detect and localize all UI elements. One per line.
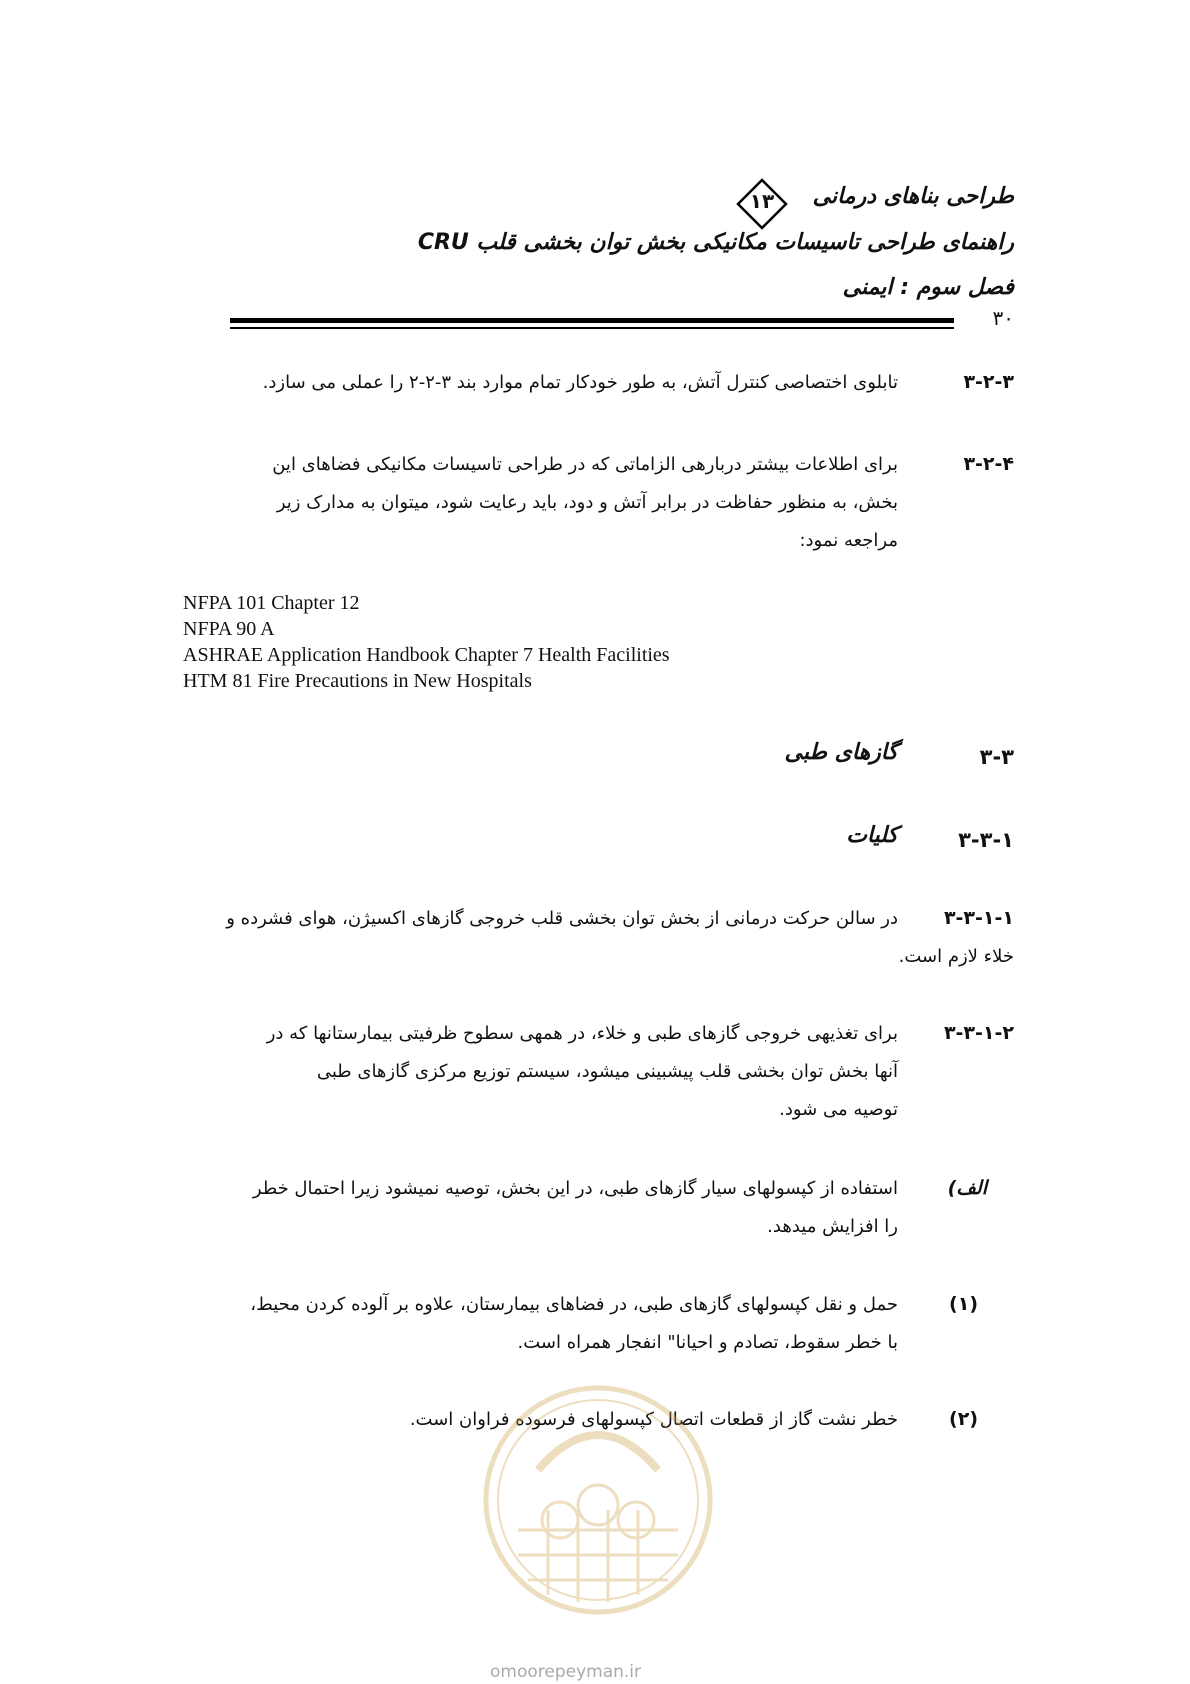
paragraph-line: آنها بخش توان بخشی قلب پیشبینی میشود، سیستم توزیع مرکزی گازهای طبی [316,1061,898,1082]
item-label-1: (۱) [949,1293,978,1315]
paragraph-line: با خطر سقوط، تصادم و احیانا" انفجار همراه است. [517,1332,898,1353]
series-title: طراحی بناهای درمانی [812,184,1014,209]
paragraph-item-1 [180,1286,898,1362]
section-heading-3-3: گازهای طبی [784,740,898,765]
section-number-3-3-1-2: ۳-۳-۱-۲ [943,1022,1014,1044]
paragraph-3-2-3 [198,364,898,402]
paragraph-3-3-1-2 [180,1015,898,1129]
reference-item: ASHRAE Application Handbook Chapter 7 Health Facilities [183,644,670,666]
paragraph-line: حمل و نقل کپسولهای گازهای طبی، در فضاهای بیمارستان، علاوه بر آلوده کردن محیط، [250,1294,898,1315]
paragraph-line: در سالن حرکت درمانی از بخش توان بخشی قلب خروجی گازهای اکسیژن، هوای فشرده و [226,908,898,929]
section-heading-3-3-1: کلیات [846,823,898,848]
paragraph-line: خطر نشت گاز از قطعات اتصال کپسولهای فرسوده فراوان است. [409,1409,898,1430]
paragraph-line: خلاء لازم است. [898,946,1014,967]
section-number-3-2-4: ۳-۲-۴ [963,453,1014,475]
header-rule-thin [230,327,954,329]
page-number: ۳۰ [992,306,1014,330]
paragraph-line: برای تغذیهی خروجی گازهای طبی و خلاء، در همهی سطوح ظرفیتی بیمارستانها که در [266,1023,898,1044]
reference-item: NFPA 90 A [183,618,275,640]
header-rule-thick [230,318,954,323]
section-number-3-3: ۳-۳ [979,745,1014,769]
paragraph-line: بخش، به منظور حفاظت در برابر آتش و دود، باید رعایت شود، میتوان به مدارک زیر [276,492,898,513]
paragraph-line: استفاده از کپسولهای سیار گازهای طبی، در این بخش، توصیه نمیشود زیرا احتمال خطر [252,1178,898,1199]
paragraph-line: توصیه می شود. [779,1099,898,1120]
book-title: راهنمای طراحی تاسیسات مکانیکی بخش توان بخشی قلب CRU [417,230,1014,255]
reference-item: NFPA 101 Chapter 12 [183,592,360,614]
paragraph-line: را افزایش میدهد. [767,1216,898,1237]
chapter-title: فصل سوم : ایمنی [842,275,1014,300]
paragraph-line: تابلوی اختصاصی کنترل آتش، به طور خودکار تمام موارد بند ۳-۲-۲ را عملی می سازد. [262,372,898,393]
series-number-badge [736,178,788,230]
watermark-site: omoorepeyman.ir [490,1662,642,1682]
paragraph-line: برای اطلاعات بیشتر دربارهی الزاماتی که در طراحی تاسیسات مکانیکی فضاهای این [272,454,898,475]
item-label-alef: الف) [947,1177,987,1199]
item-label-2: (۲) [949,1408,978,1430]
watermark-logo [478,1380,718,1620]
reference-list [183,590,670,694]
reference-item: HTM 81 Fire Precautions in New Hospitals [183,670,532,692]
paragraph-3-3-1-1 [178,900,1014,976]
section-number-3-3-1-1: ۳-۳-۱-۱ [943,907,1014,929]
section-number-3-2-3: ۳-۲-۳ [963,371,1014,393]
paragraph-alef [180,1170,898,1246]
section-number-3-3-1: ۳-۳-۱ [958,828,1014,852]
series-number: ۱۳ [749,189,775,213]
paragraph-3-2-4 [180,446,898,560]
paragraph-line: مراجعه نمود: [799,530,898,551]
